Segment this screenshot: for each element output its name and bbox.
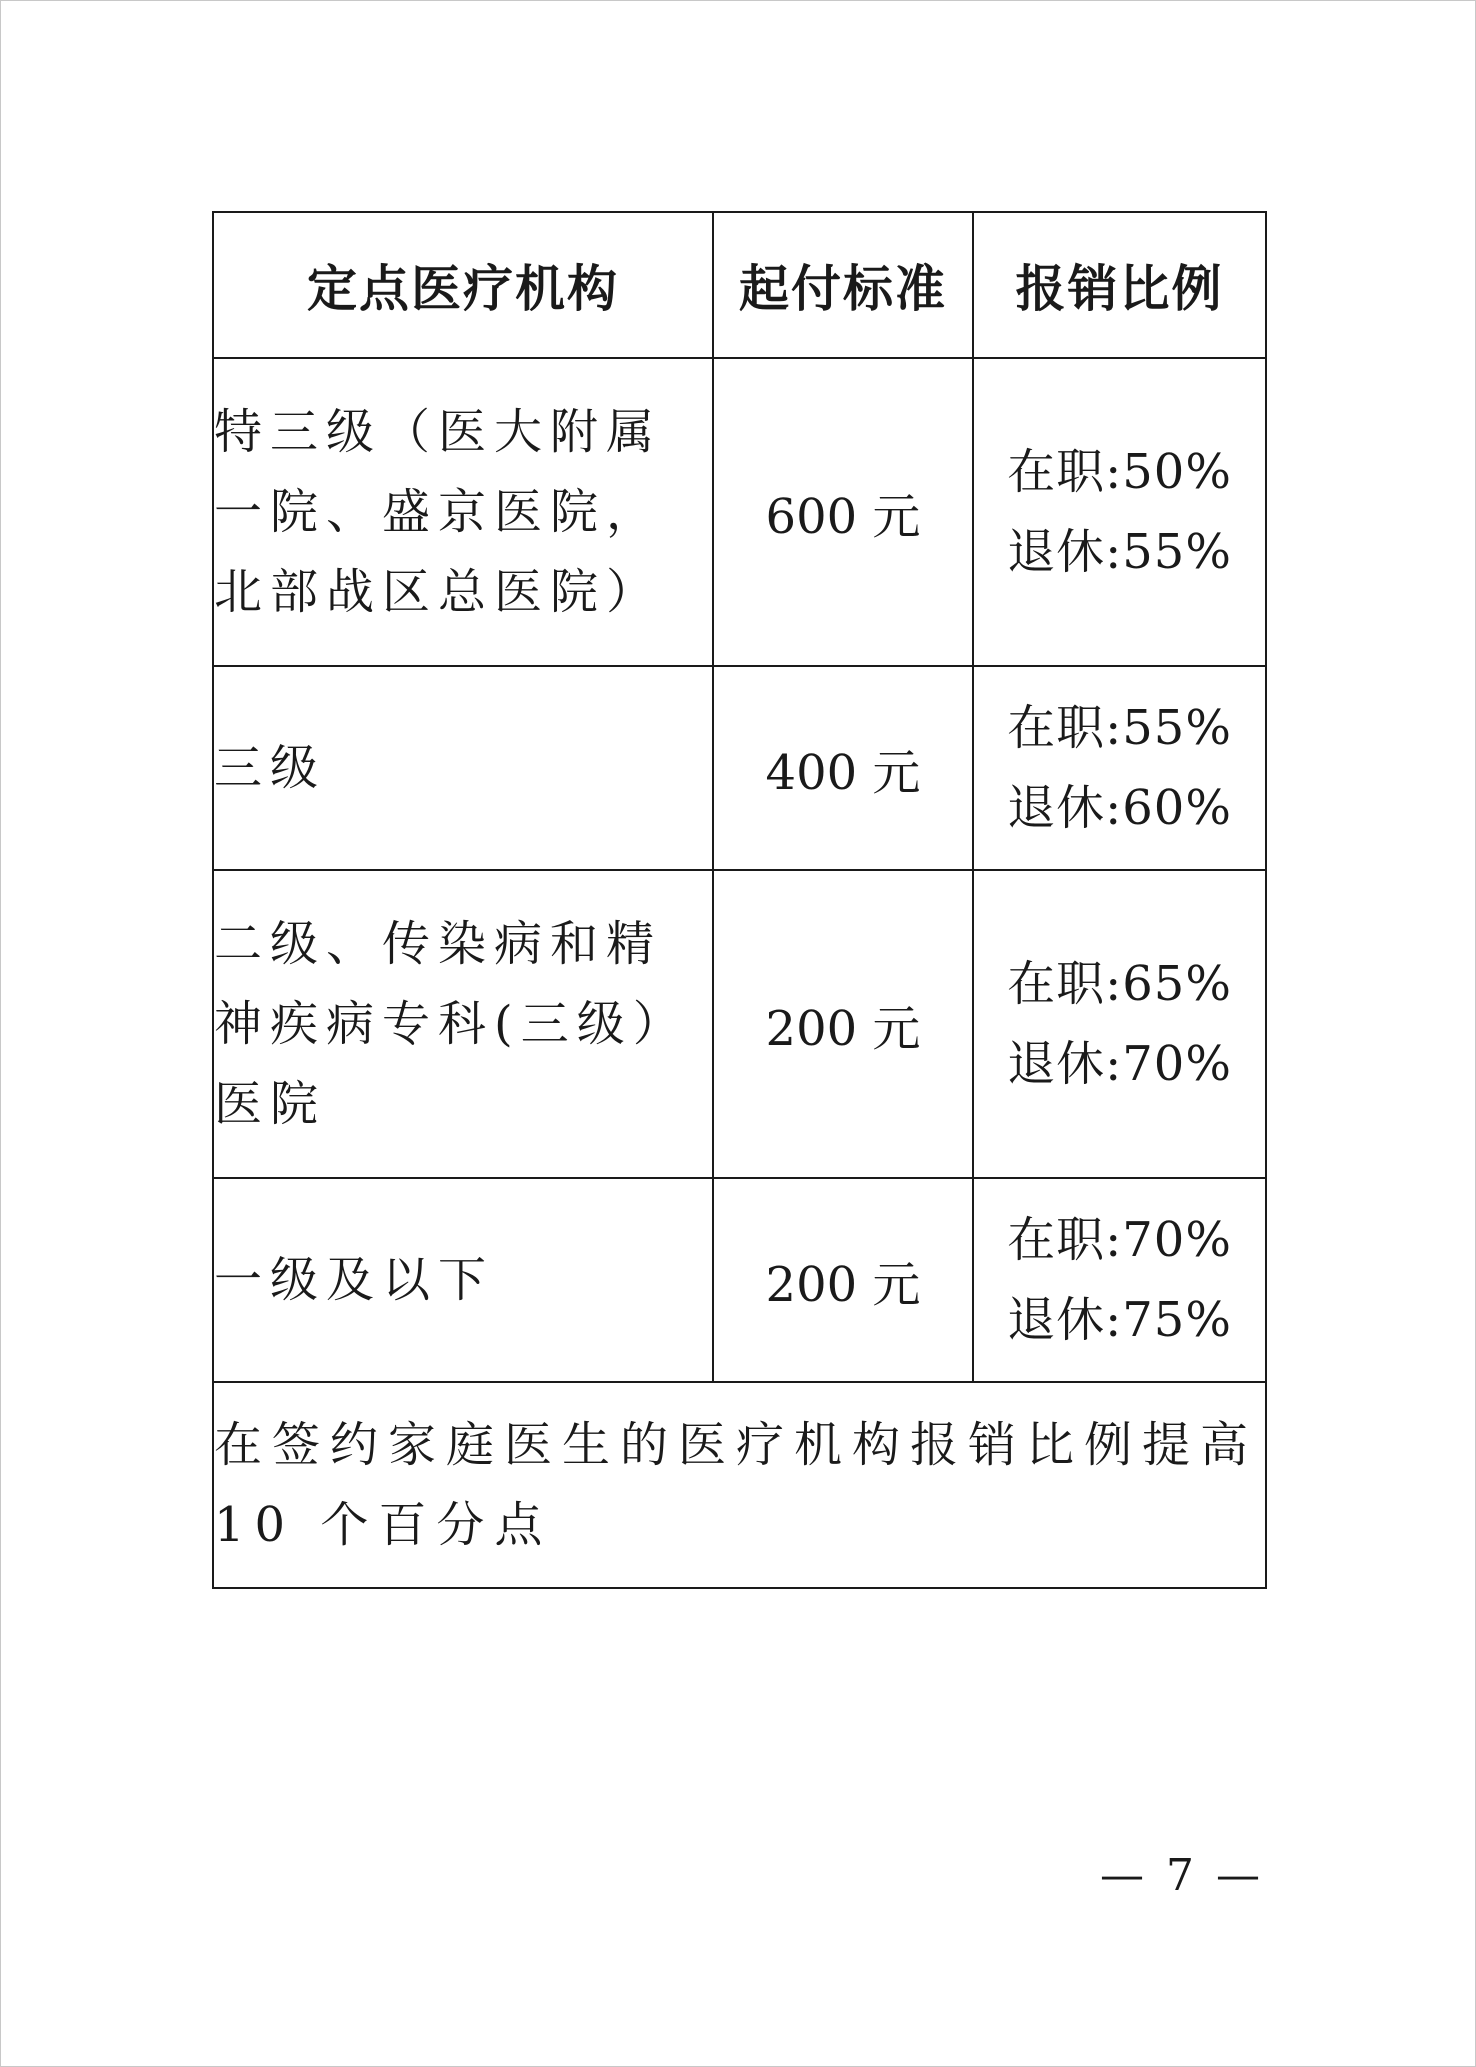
header-threshold: 起付标准 xyxy=(713,212,973,358)
institution-cell: 一级及以下 xyxy=(213,1178,713,1382)
table-row xyxy=(213,358,1266,666)
threshold-cell: 200 元 xyxy=(713,870,973,1178)
ratio-cell xyxy=(973,358,1266,666)
institution-cell: 三级 xyxy=(213,666,713,870)
threshold-cell: 400 元 xyxy=(713,666,973,870)
ratio-retired: 退休:55% xyxy=(1007,524,1232,580)
threshold-cell: 200 元 xyxy=(713,1178,973,1382)
ratio-cell xyxy=(973,1178,1266,1382)
page-number: — 7 — xyxy=(1100,1850,1264,1901)
ratio-cell xyxy=(973,666,1266,870)
table-header-row xyxy=(213,212,1266,358)
header-institution: 定点医疗机构 xyxy=(213,212,713,358)
ratio-active: 在职:70% xyxy=(1007,1212,1232,1268)
header-ratio: 报销比例 xyxy=(973,212,1266,358)
institution-cell: 二级、传染病和精神疾病专科(三级）医院 xyxy=(213,870,713,1178)
ratio-active: 在职:50% xyxy=(1007,444,1232,500)
table-row xyxy=(213,870,1266,1178)
ratio-retired: 退休:60% xyxy=(1007,780,1232,836)
ratio-retired: 退休:75% xyxy=(1007,1292,1232,1348)
table-note-row xyxy=(213,1382,1266,1588)
reimbursement-table xyxy=(212,211,1267,1589)
ratio-active: 在职:55% xyxy=(1007,700,1232,756)
table-row xyxy=(213,1178,1266,1382)
ratio-active: 在职:65% xyxy=(1007,956,1232,1012)
table-note: 在签约家庭医生的医疗机构报销比例提高 10 个百分点 xyxy=(213,1382,1266,1588)
institution-cell: 特三级（医大附属一院、盛京医院，北部战区总医院） xyxy=(213,358,713,666)
table-row xyxy=(213,666,1266,870)
ratio-retired: 退休:70% xyxy=(1007,1036,1232,1092)
ratio-cell xyxy=(973,870,1266,1178)
threshold-cell: 600 元 xyxy=(713,358,973,666)
